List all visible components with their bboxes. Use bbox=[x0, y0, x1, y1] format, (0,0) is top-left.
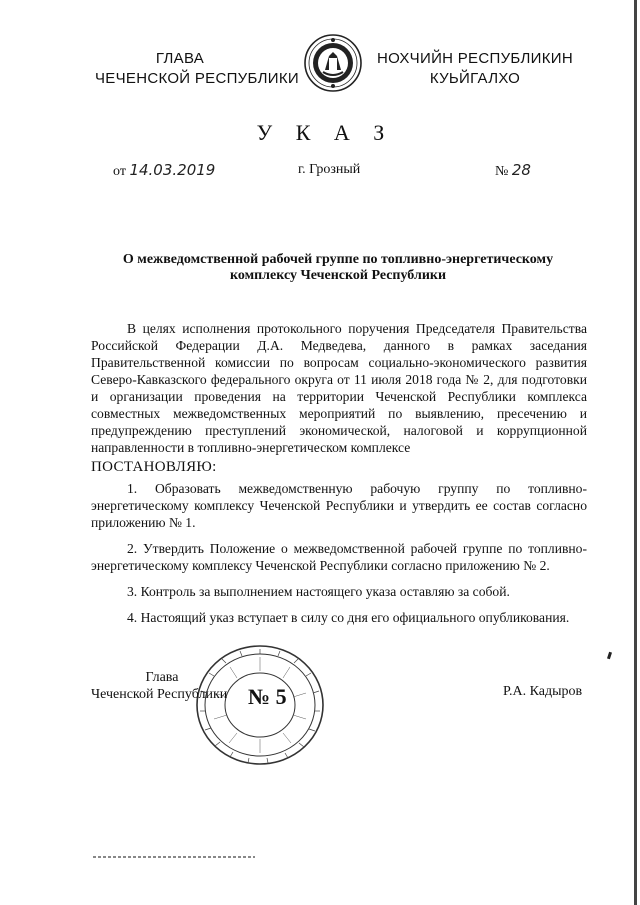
decree-subject bbox=[90, 252, 586, 284]
header-left bbox=[95, 49, 299, 89]
scan-edge-line bbox=[634, 0, 637, 905]
coat-of-arms-emblem bbox=[303, 32, 363, 94]
signature-title bbox=[91, 669, 251, 703]
decree-item-4: 4. Настоящий указ вступает в силу со дня его официального опубликования. bbox=[127, 610, 570, 625]
subject-line2: комплексу Чеченской Республики bbox=[229, 268, 447, 283]
number-prefix: № bbox=[495, 164, 509, 179]
stamp-number: № 5 bbox=[248, 684, 287, 709]
subject-line1: О межведомственной рабочей группе по топливно-энергетическому bbox=[122, 252, 554, 267]
decree-item-3: 3. Контроль за выполнением настоящего указа оставляю за собой. bbox=[127, 584, 510, 599]
signature-title-line1-text: Глава bbox=[145, 670, 179, 685]
number-handwritten: 28 bbox=[511, 161, 531, 179]
date-prefix: от bbox=[113, 164, 126, 179]
header-left-line2: ЧЕЧЕНСКОЙ РЕСПУБЛИКИ bbox=[95, 70, 299, 87]
header-right bbox=[375, 49, 575, 89]
date-handwritten: 14.03.2019 bbox=[129, 161, 216, 179]
footer-print-trace bbox=[93, 856, 255, 858]
preamble-paragraph: В целях исполнения протокольного поручения Председателя Правительства Российской Федерации Д.А. Медведева, данного в рамках заседания Правительственной комиссии по вопросам социально-экономического развития Северо-Кавказского федерального округа от 11 июля 2018 года № 2, для подготовки и организации проведения на территории Чеченской Республики комплекса совместных межведомственных мероприятий по выявлению, пресечению и предупреждению преступлений экономической, налоговой и коррупционной направленности в топливно-энергетическом комплексе bbox=[91, 321, 587, 455]
ink-mark bbox=[607, 652, 612, 660]
signatory-name: Р.А. Кадыров bbox=[503, 684, 583, 699]
document-title: У К А З bbox=[256, 120, 394, 145]
header-right-line2: КУЬЙГАЛХО bbox=[429, 70, 521, 87]
header-left-line1: ГЛАВА bbox=[155, 50, 205, 67]
date-line bbox=[113, 161, 215, 180]
decree-word: ПОСТАНОВЛЯЮ: bbox=[91, 459, 217, 475]
number-line bbox=[495, 161, 531, 180]
decree-item-2: 2. Утвердить Положение о межведомственной рабочей группе по топливно-энергетическому комплексу Чеченской Республики согласно приложению № 2. bbox=[91, 541, 587, 573]
city: г. Грозный bbox=[298, 162, 361, 177]
signature-title-line2: Чеченской Республики bbox=[91, 687, 228, 702]
decree-body bbox=[91, 320, 587, 626]
header-right-line1: НОХЧИЙН РЕСПУБЛИКИН bbox=[376, 50, 574, 67]
decree-item-1: 1. Образовать межведомственную рабочую группу по топливно-энергетическому комплексу Чеченской Республики и утвердить ее состав согласно приложению № 1. bbox=[91, 481, 587, 530]
